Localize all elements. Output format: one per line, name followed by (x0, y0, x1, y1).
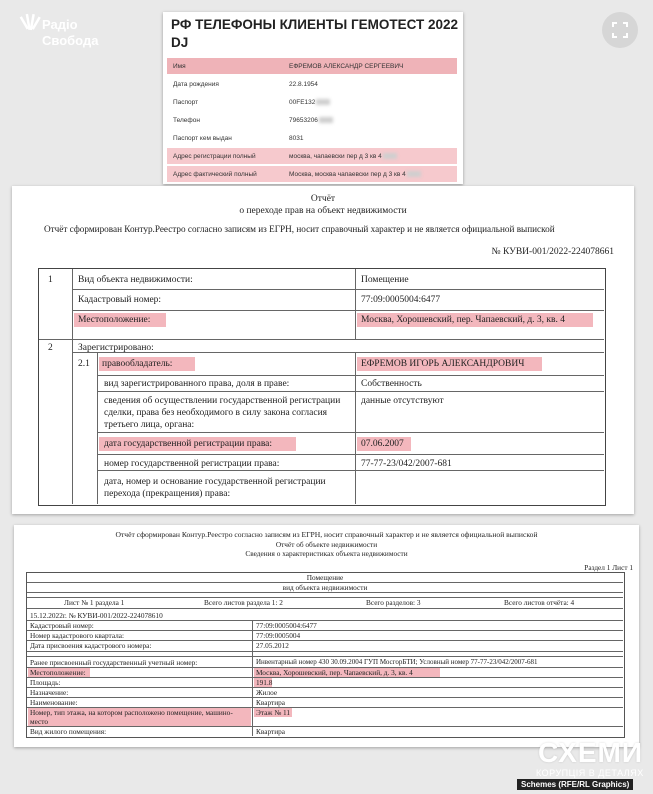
report3-date-number: 15.12.2022г. № КУВИ-001/2022-224078610 (30, 611, 163, 620)
sheet-info-3: Всего разделов: 3 (366, 598, 421, 607)
row-num-1: 1 (48, 275, 53, 285)
report3-heading: Отчёт об объекте недвижимости (275, 540, 378, 549)
db-row-passport: Паспорт 00FE132 (167, 94, 457, 110)
row-num-2: 2 (48, 343, 53, 353)
char-row-value: 27.05.2012 (256, 641, 289, 650)
owner-value: ЕФРЕМОВ ИГОРЬ АЛЕКСАНДРОВИЧ (361, 359, 525, 369)
sheet-info-2: Всего листов раздела 1: 2 (204, 598, 283, 607)
char-row-floor-label: Номер, тип этажа, на котором расположено помещение, машино-место (30, 708, 233, 726)
expand-icon (602, 12, 638, 48)
db-row-phone: Телефон 79653206 (167, 112, 457, 128)
report-disclaimer: Отчёт сформирован Контур.Реестро согласно записям из ЕГРН, носит справочный характер и не является официальной выпиской (44, 224, 555, 234)
registered-label: Зарегистрировано: (78, 343, 154, 353)
char-row-value: Инвентарный номер 430 30.09.2004 ГУП МосгорБТИ; Условный номер 77-77-23/042/2007-681 (256, 658, 538, 666)
consent-label: сведения об осуществлении государственной регистрации сделки, права без необходимого в силу закона согласия третьего лица, органа: (104, 396, 341, 430)
char-row-location-value: Москва, Хорошевский, пер. Чапаевский, д. 3, кв. 4 (256, 668, 413, 677)
char-row-value: 77:09:0005004:6477 (256, 621, 317, 630)
registration-number-value: 77-77-23/042/2007-681 (361, 459, 452, 469)
cadastral-number-label: Кадастровый номер: (78, 295, 162, 305)
db-row-actual-address: Адрес фактический полный Москва, москва чапаевски пер д 3 кв 4 (167, 166, 457, 182)
db-row-birthdate: Дата рождения 22.8.1954 (173, 81, 318, 88)
report-heading: Отчёт (310, 194, 336, 204)
db-row-registration-address: Адрес регистрации полный москва, чапаевски пер д 3 кв 4 (167, 148, 457, 164)
schemes-brand: СХЕМИ (538, 737, 643, 768)
consent-value: данные отсутствуют (361, 396, 444, 406)
char-row-label: Номер кадастрового квартала: (30, 631, 125, 640)
sheet-info-4: Всего листов отчёта: 4 (504, 598, 575, 607)
char-row-label: Наименование: (30, 698, 78, 707)
char-row-value: 77:09:0005004 (256, 631, 301, 640)
report-subheading: о переходе прав на объект недвижимости (239, 206, 407, 216)
owner-label: правообладатель: (102, 359, 173, 369)
location-value: Москва, Хорошевский, пер. Чапаевский, д. 3, кв. 4 (361, 315, 566, 325)
row-num-2-1: 2.1 (78, 359, 90, 369)
char-row-value: Жилое (256, 688, 278, 697)
location-label: Местоположение: (78, 315, 151, 325)
report3-subheading: Сведения о характеристиках объекта недвижимости (245, 549, 408, 558)
char-row-value: Квартира (256, 727, 285, 736)
object-type-value: Помещение (361, 275, 409, 285)
registration-number-label: номер государственной регистрации права: (104, 459, 280, 469)
object-characteristics-report (14, 525, 639, 747)
char-row-label: Вид жилого помещения: (30, 727, 107, 736)
char-row-floor-value: Этаж № 11 (256, 708, 291, 717)
object-kind-value: Помещение (306, 573, 344, 582)
report3-disclaimer: Отчёт сформирован Контур.Реестро согласно записям из ЕГРН, носит справочный характер и не является официальной выпиской (115, 530, 538, 539)
database-title: РФ ТЕЛЕФОНЫ КЛИЕНТЫ ГЕМОТЕСТ 2022 DJ (171, 17, 459, 50)
ownership-transfer-report (12, 186, 634, 514)
registration-date-value: 07.06.2007 (361, 439, 404, 449)
schemes-tagline: КОРУПЦІЯ В ДЕТАЛЯХ (536, 768, 644, 778)
radio-svoboda-logo[interactable] (14, 12, 124, 56)
cadastral-number-value: 77:09:0005004:6477 (361, 295, 441, 305)
char-row-label: Назначение: (30, 688, 69, 697)
char-row-label: Площадь: (30, 678, 61, 687)
fullscreen-button[interactable] (602, 12, 638, 48)
char-row-location-label: Местоположение: (30, 668, 86, 677)
report-number: № КУВИ-001/2022-224078661 (491, 247, 614, 257)
leaked-database-card (163, 12, 463, 184)
char-row-label: Дата присвоения кадастрового номера: (30, 641, 152, 650)
logo-line2: Свобода (42, 33, 99, 48)
char-row-area-value: 191.8 (256, 678, 273, 687)
transfer-label: дата, номер и основание государственной регистрации перехода (прекращения) права: (104, 477, 326, 499)
image-credit: Schemes (RFE/RL Graphics) (517, 779, 633, 790)
logo-line1: Радіо (42, 17, 78, 32)
db-row-name: Имя ЕФРЕМОВ АЛЕКСАНДР СЕРГЕЕВИЧ (167, 58, 457, 74)
object-type-label: Вид объекта недвижимости: (78, 275, 193, 285)
object-kind-label: вид объекта недвижимости (282, 583, 368, 592)
db-row-passport-issuer: Паспорт кем выдан 8031 (173, 135, 304, 142)
right-type-label: вид зарегистрированного права, доля в праве: (104, 379, 290, 389)
char-row-label: Ранее присвоенный государственный учетный номер: (30, 658, 198, 667)
registration-date-label: дата государственной регистрации права: (104, 439, 273, 449)
report3-sheet: Раздел 1 Лист 1 (584, 563, 633, 572)
sheet-info-1: Лист № 1 раздела 1 (64, 598, 125, 607)
right-type-value: Собственность (361, 379, 422, 389)
char-row-value: Квартира (256, 698, 285, 707)
char-row-label: Кадастровый номер: (30, 621, 94, 630)
